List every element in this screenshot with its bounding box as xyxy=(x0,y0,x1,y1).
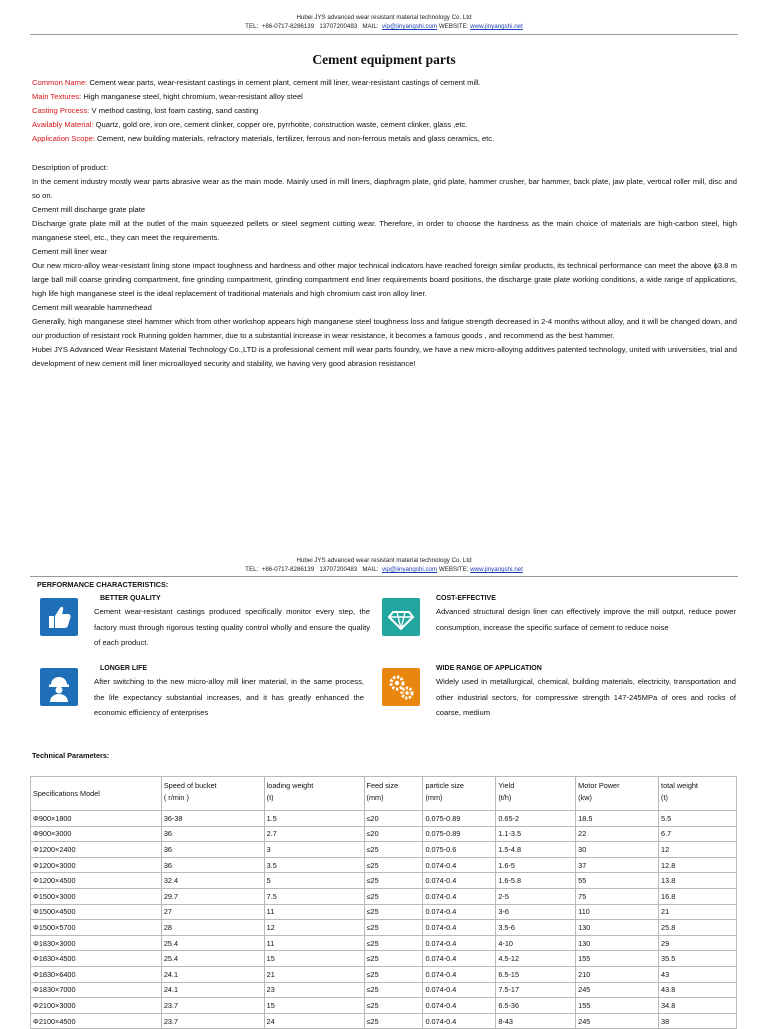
table-cell: 155 xyxy=(576,998,659,1014)
table-cell: 24 xyxy=(264,1013,364,1029)
table-cell: 4.5-12 xyxy=(496,951,576,967)
mail-link[interactable]: vip@jinyangshi.com xyxy=(382,566,438,573)
table-cell: 34.8 xyxy=(659,998,737,1014)
table-cell: 22 xyxy=(576,826,659,842)
spec-value: Cement wear parts, wear-resistant castings in cement plant, cement mill liner, wear-resistant castings of cement mill. xyxy=(89,78,481,87)
table-cell: 130 xyxy=(576,935,659,951)
feature-title-better-quality: BETTER QUALITY xyxy=(100,595,161,602)
table-cell: 5.5 xyxy=(659,811,737,827)
header-line-2: (t) xyxy=(661,793,668,802)
table-cell: 0.075-0.89 xyxy=(423,811,496,827)
table-row xyxy=(31,920,737,936)
table-cell: Φ1830×3000 xyxy=(31,935,162,951)
table-row xyxy=(31,1013,737,1029)
table-cell: ≤25 xyxy=(364,904,423,920)
gears-icon xyxy=(382,668,420,706)
table-cell: 25.4 xyxy=(161,951,264,967)
table-cell: 7.5 xyxy=(264,888,364,904)
table-cell: Φ1500×4500 xyxy=(31,904,162,920)
table-cell: 0.074-0.4 xyxy=(423,1013,496,1029)
table-cell: ≤20 xyxy=(364,811,423,827)
spec-list xyxy=(32,76,737,146)
table-cell: 23.7 xyxy=(161,998,264,1014)
table-cell: 110 xyxy=(576,904,659,920)
description-paragraph: Hubei JYS Advanced Wear Resistant Material Technology Co.,LTD is a professional cement mill wear parts foundry, we have a new micro-alloying additives patented technology, united with universities, trial and development of new cement mill liner microalloyed security and stability, we having very good abrasion resistance! xyxy=(32,345,737,368)
spec-value: Cement, new building materials, refractory materials, fertilizer, ferrous and non-ferrous metals and glass ceramics, etc. xyxy=(97,134,495,143)
company-name: Hubei JYS advanced wear resistant material technology Co. Ltd xyxy=(296,557,472,564)
table-header-cell xyxy=(659,777,737,811)
header-line-2: (t/h) xyxy=(498,793,512,802)
table-cell: 21 xyxy=(264,966,364,982)
tel-number: +86-0717-8286139 xyxy=(261,566,315,573)
tel-label: TEL: xyxy=(245,566,259,573)
table-cell: 1.1-3.5 xyxy=(496,826,576,842)
website-label: WEBSITE: xyxy=(438,566,469,573)
table-cell: 15 xyxy=(264,998,364,1014)
table-cell: 12 xyxy=(659,842,737,858)
table-cell: ≤25 xyxy=(364,966,423,982)
spec-label: Application Scope: xyxy=(32,134,95,143)
mail-link[interactable]: vip@jinyangshi.com xyxy=(382,23,438,30)
header-divider xyxy=(30,34,738,35)
table-cell: 30 xyxy=(576,842,659,858)
description-heading: Description of product: xyxy=(32,163,108,172)
table-cell: 6.5-15 xyxy=(496,966,576,982)
table-cell: Φ2100×4500 xyxy=(31,1013,162,1029)
header-line-1: Specifications Model xyxy=(33,789,100,798)
website-link[interactable]: www.jinyangshi.net xyxy=(470,566,523,573)
table-cell: 245 xyxy=(576,982,659,998)
table-cell: 245 xyxy=(576,1013,659,1029)
spec-value: High manganese steel, hight chromium, wear-resistant alloy steel xyxy=(83,92,303,101)
header-divider xyxy=(30,576,738,577)
mail-label: MAIL: xyxy=(362,566,379,573)
table-cell: 25.4 xyxy=(161,935,264,951)
table-header-cell xyxy=(161,777,264,811)
table-cell: 0.074-0.4 xyxy=(423,982,496,998)
table-cell: 4-10 xyxy=(496,935,576,951)
mobile-number: 13707200483 xyxy=(319,566,358,573)
header-line-1: particle size xyxy=(425,781,464,790)
description-subheading: Cement mill wearable hammerhead xyxy=(32,303,152,312)
table-cell: 2.7 xyxy=(264,826,364,842)
table-cell: 24.1 xyxy=(161,982,264,998)
table-cell: Φ1500×3000 xyxy=(31,888,162,904)
description-subheading: Cement mill liner wear xyxy=(32,247,108,256)
table-cell: 27 xyxy=(161,904,264,920)
worker-icon xyxy=(40,668,78,706)
page-header-2 xyxy=(0,556,768,574)
table-cell: Φ1500×5700 xyxy=(31,920,162,936)
table-cell: 130 xyxy=(576,920,659,936)
header-line-2: (mm) xyxy=(425,793,443,802)
spec-value: Quartz, gold ore, iron ore, cement clinker, copper ore, pyrrhotite, construction waste, cement clinker, glass ,etc. xyxy=(95,120,468,129)
table-cell: 38 xyxy=(659,1013,737,1029)
table-header-cell xyxy=(496,777,576,811)
table-row xyxy=(31,951,737,967)
table-cell: 0.075-0.6 xyxy=(423,842,496,858)
header-line-1: total weight xyxy=(661,781,698,790)
table-cell: 1.6-5.8 xyxy=(496,873,576,889)
feature-title-wide-range: WIDE RANGE OF APPLICATION xyxy=(436,665,542,672)
header-line-1: loading weight xyxy=(266,781,314,790)
table-cell: ≤25 xyxy=(364,920,423,936)
mail-label: MAIL: xyxy=(362,23,379,30)
table-cell: 0.074-0.4 xyxy=(423,920,496,936)
table-cell: 0.074-0.4 xyxy=(423,857,496,873)
table-cell: 18.5 xyxy=(576,811,659,827)
contact-line xyxy=(0,565,768,574)
table-cell: 11 xyxy=(264,904,364,920)
table-header-cell xyxy=(31,777,162,811)
table-cell: ≤25 xyxy=(364,857,423,873)
table-cell: ≤25 xyxy=(364,873,423,889)
table-cell: 16.8 xyxy=(659,888,737,904)
table-cell: 3.5 xyxy=(264,857,364,873)
table-cell: 23.7 xyxy=(161,1013,264,1029)
table-cell: 12.8 xyxy=(659,857,737,873)
website-label: WEBSITE: xyxy=(438,23,469,30)
table-cell: 29 xyxy=(659,935,737,951)
feature-title-longer-life: LONGER LIFE xyxy=(100,665,148,672)
table-cell: 12 xyxy=(264,920,364,936)
header-line-2: (t) xyxy=(266,793,274,802)
table-header-cell xyxy=(364,777,423,811)
table-cell: 3 xyxy=(264,842,364,858)
table-cell: ≤25 xyxy=(364,935,423,951)
table-cell: 21 xyxy=(659,904,737,920)
header-line-1: Feed size xyxy=(366,781,399,790)
table-cell: 1.5 xyxy=(264,811,364,827)
spec-label: Main Textures: xyxy=(32,92,82,101)
table-cell: ≤25 xyxy=(364,982,423,998)
table-cell: ≤25 xyxy=(364,888,423,904)
table-cell: 0.074-0.4 xyxy=(423,888,496,904)
table-cell: Φ1200×2400 xyxy=(31,842,162,858)
spec-value: V method casting, lost foam casting, sand casting xyxy=(91,106,259,115)
tel-number: +86-0717-8286139 xyxy=(261,23,315,30)
feature-text-wide-range: Widely used in metallurgical, chemical, building materials, electricity, transportation and other industrial sectors, for compressive strength 147-245MPa of ores and rocks of coarse, medium xyxy=(436,677,736,717)
table-cell: 0.075-0.89 xyxy=(423,826,496,842)
table-cell: 28 xyxy=(161,920,264,936)
header-line-2: ( r/min ) xyxy=(163,793,189,802)
table-cell: 24.1 xyxy=(161,966,264,982)
table-cell: 0.074-0.4 xyxy=(423,998,496,1014)
header-line-2: (kw) xyxy=(578,793,592,802)
table-cell: 0.65-2 xyxy=(496,811,576,827)
table-cell: 43 xyxy=(659,966,737,982)
table-cell: 6.7 xyxy=(659,826,737,842)
table-row xyxy=(31,811,737,827)
table-cell: Φ1830×4500 xyxy=(31,951,162,967)
table-cell: Φ1830×7000 xyxy=(31,982,162,998)
table-cell: 37 xyxy=(576,857,659,873)
tel-label: TEL: xyxy=(245,23,259,30)
header-line-2: (mm) xyxy=(366,793,384,802)
header-line-1: Yield xyxy=(498,781,515,790)
table-cell: 32.4 xyxy=(161,873,264,889)
spec-label: Casting Process: xyxy=(32,106,90,115)
table-cell: 1.6-5 xyxy=(496,857,576,873)
spec-available-material xyxy=(32,118,737,132)
table-cell: 3-6 xyxy=(496,904,576,920)
table-cell: 36 xyxy=(161,826,264,842)
table-cell: Φ900×3000 xyxy=(31,826,162,842)
table-cell: 155 xyxy=(576,951,659,967)
table-row xyxy=(31,888,737,904)
table-cell: ≤25 xyxy=(364,1013,423,1029)
page-title: Cement equipment parts xyxy=(312,52,456,67)
table-cell: ≤20 xyxy=(364,826,423,842)
description-subheading: Cement mill discharge grate plate xyxy=(32,205,146,214)
table-cell: 43.8 xyxy=(659,982,737,998)
table-cell: 36-38 xyxy=(161,811,264,827)
table-cell: 35.5 xyxy=(659,951,737,967)
feature-text-cost-effective: Advanced structural design liner can effectively improve the mill output, reduce power consumption, increase the specific surface of cement to reduce noise xyxy=(436,607,736,632)
table-cell: 0.074-0.4 xyxy=(423,951,496,967)
table-row xyxy=(31,873,737,889)
table-cell: Φ1830×6400 xyxy=(31,966,162,982)
spec-label: Availably Material: xyxy=(32,120,94,129)
table-row xyxy=(31,857,737,873)
table-cell: 11 xyxy=(264,935,364,951)
website-link[interactable]: www.jinyangshi.net xyxy=(470,23,523,30)
table-header-row xyxy=(31,777,737,811)
table-cell: ≤25 xyxy=(364,951,423,967)
product-description xyxy=(32,161,737,371)
performance-heading: PERFORMANCE CHARACTERISTICS: xyxy=(37,580,169,589)
table-cell: 75 xyxy=(576,888,659,904)
table-cell: 29.7 xyxy=(161,888,264,904)
table-cell: 36 xyxy=(161,857,264,873)
table-cell: 23 xyxy=(264,982,364,998)
thumbs-up-icon xyxy=(40,598,78,636)
table-cell: 0.074-0.4 xyxy=(423,935,496,951)
table-row xyxy=(31,842,737,858)
company-name: Hubei JYS advanced wear resistant material technology Co. Ltd xyxy=(296,14,472,21)
table-row xyxy=(31,826,737,842)
table-cell: 0.074-0.4 xyxy=(423,904,496,920)
table-header-cell xyxy=(423,777,496,811)
mobile-number: 13707200483 xyxy=(319,23,358,30)
table-cell: Φ1200×4500 xyxy=(31,873,162,889)
table-cell: ≤25 xyxy=(364,998,423,1014)
description-paragraph: Generally, high manganese steel hammer which from other workshop appears high manganese steel toughness loss and fatigue strength decreased in 2-4 months without alloy, and it will be changed down, and our production of resistant rock Running golden hammer, due to a substantial increase in wear resistance, it becomes a famous goods , and recommend as the best hammer. xyxy=(32,317,737,340)
table-cell: 15 xyxy=(264,951,364,967)
description-paragraph: Our new micro-alloy wear-resistant lining stone impact toughness and hardness and other major technical indicators have reached foreign similar products, its technical performance can meet the above ϕ3.8 m large ball mill coarse grinding compartment, fine grinding compartment, grinding compartment end liner requirements board positions, the discharge grate plate working conditions, a wide range of applications, high life high manganese steel is the ideal replacement of traditional materials and high chromium cast iron alloy liner. xyxy=(32,261,737,298)
feature-text-longer-life: After switching to the new micro-alloy mill liner material, in the same process, the life expectancy substantial increases, and it has greatly enhanced the economic efficiency of enterprises xyxy=(94,677,364,717)
spec-main-textures xyxy=(32,90,737,104)
spec-common-name xyxy=(32,76,737,90)
technical-heading: Technical Parameters: xyxy=(32,751,110,760)
table-row xyxy=(31,904,737,920)
table-cell: Φ1200×3000 xyxy=(31,857,162,873)
technical-parameters-table xyxy=(30,776,737,1029)
spec-application-scope xyxy=(32,132,737,146)
table-cell: 55 xyxy=(576,873,659,889)
diamond-icon xyxy=(382,598,420,636)
feature-title-cost-effective: COST-EFFECTIVE xyxy=(436,595,496,602)
table-cell: Φ900×1800 xyxy=(31,811,162,827)
table-cell: ≤25 xyxy=(364,842,423,858)
spec-casting-process xyxy=(32,104,737,118)
feature-text-better-quality: Cement wear-resistant castings produced specifically monitor every step, the factory must through rigorous testing quality control wholly and ensure the quality of each product. xyxy=(94,607,370,647)
description-paragraph: Discharge grate plate mill at the outlet of the main squeezed pellets or steel segment cutting wear. Therefore, in order to choose the hardness as the main choice of materials are high-carbon steel, high manganese steel, etc., they can meet the requirements. xyxy=(32,219,737,242)
table-cell: 210 xyxy=(576,966,659,982)
table-cell: 1.5-4.8 xyxy=(496,842,576,858)
table-row xyxy=(31,966,737,982)
header-line-1: Motor Power xyxy=(578,781,620,790)
contact-line xyxy=(0,22,768,31)
table-row xyxy=(31,935,737,951)
table-cell: 6.5-36 xyxy=(496,998,576,1014)
page-header xyxy=(0,13,768,31)
table-cell: 3.5-6 xyxy=(496,920,576,936)
description-paragraph: In the cement industry mostly wear parts abrasive wear as the main mode. Mainly used in mill liners, diaphragm plate, grid plate, hammer crusher, bar hammer, back plate, jaw plate, vertical roller mill, disc and so on. xyxy=(32,177,737,200)
table-row xyxy=(31,982,737,998)
table-cell: 7.5-17 xyxy=(496,982,576,998)
table-cell: 0.074-0.4 xyxy=(423,966,496,982)
spec-label: Common Name: xyxy=(32,78,88,87)
table-cell: 0.074-0.4 xyxy=(423,873,496,889)
table-cell: 8-43 xyxy=(496,1013,576,1029)
table-cell: 2-5 xyxy=(496,888,576,904)
table-cell: Φ2100×3000 xyxy=(31,998,162,1014)
table-row xyxy=(31,998,737,1014)
table-cell: 5 xyxy=(264,873,364,889)
table-cell: 25.8 xyxy=(659,920,737,936)
header-line-1: Speed of bucket xyxy=(163,781,217,790)
table-cell: 36 xyxy=(161,842,264,858)
table-cell: 13.8 xyxy=(659,873,737,889)
table-header-cell xyxy=(264,777,364,811)
table-header-cell xyxy=(576,777,659,811)
